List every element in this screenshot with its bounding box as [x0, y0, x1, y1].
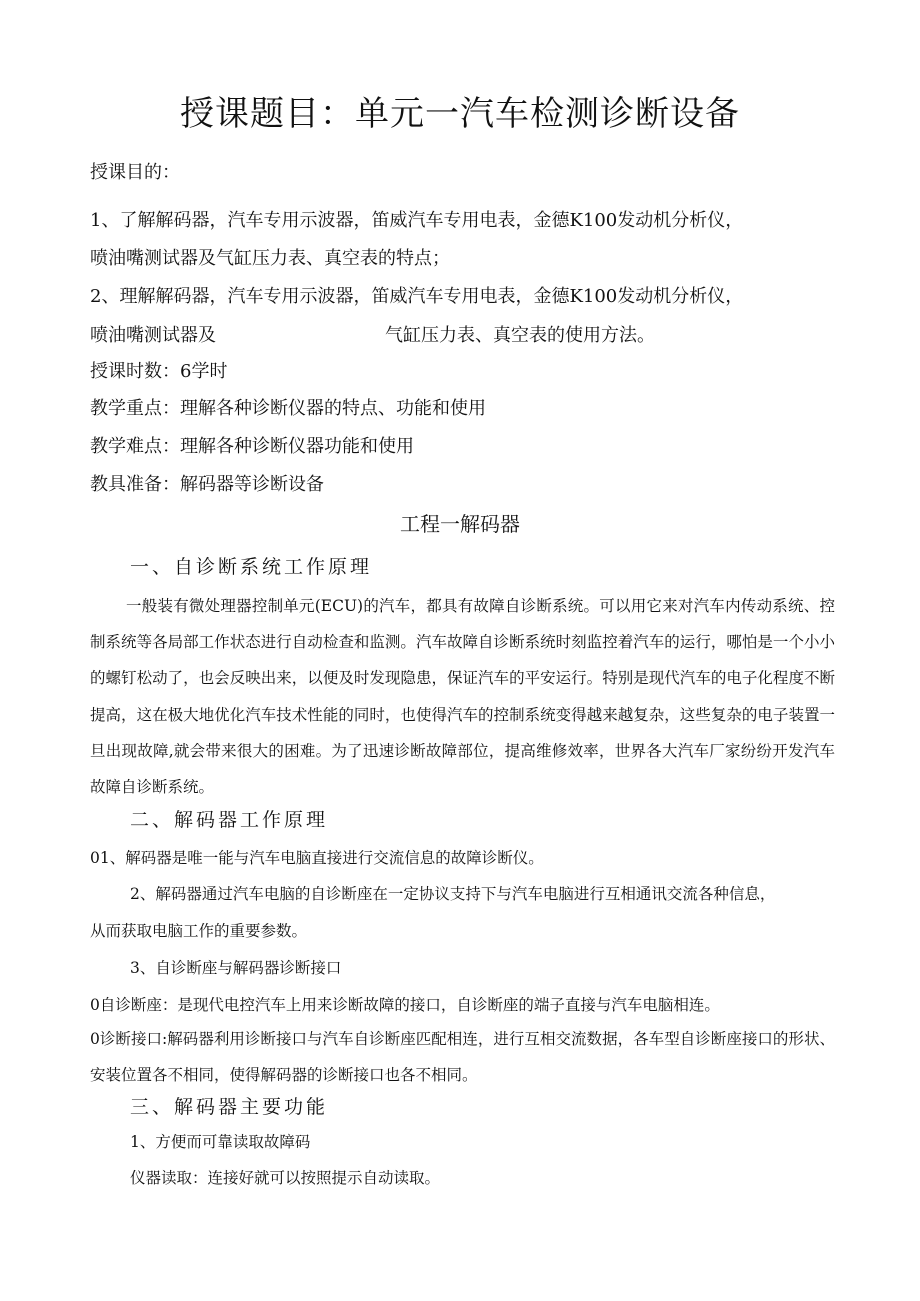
section-2-heading: 二、解码器工作原理	[130, 809, 329, 831]
section-1-heading: 一、自诊断系统工作原理	[130, 556, 373, 578]
section-2-item-3b: 0诊断接口:解码器利用诊断接口与汽车自诊断座匹配相连，进行互相交流数据，各车型自诊断座接口的形状、安装位置各不相同，使得解码器的诊断接口也各不相同。	[90, 1030, 835, 1084]
page-title: 授课题目：单元一汽车检测诊断设备	[180, 94, 740, 134]
objective-2-line-2a: 喷油嘴测试器及	[90, 325, 216, 346]
objective-2-line-1: 2、理解解码器，汽车专用示波器，笛威汽车专用电表，金德K100发动机分析仪，	[90, 286, 744, 307]
section-2-item-2-line-1: 2、解码器通过汽车电脑的自诊断座在一定协议支持下与汽车电脑进行互相通讯交流各种信息，	[130, 885, 776, 903]
teaching-tools: 教具准备：解码器等诊断设备	[90, 474, 324, 495]
section-3-item-1: 1、方便而可靠读取故障码	[130, 1133, 311, 1151]
objective-1-line-2: 喷油嘴测试器及气缸压力表、真空表的特点；	[90, 248, 450, 269]
section-2-item-1: 01、解码器是唯一能与汽车电脑直接进行交流信息的故障诊断仪。	[90, 849, 544, 867]
key-points: 教学重点：理解各种诊断仪器的特点、功能和使用	[90, 398, 486, 419]
objective-2-line-2b: 气缸压力表、真空表的使用方法。	[385, 325, 655, 346]
objective-1-line-1: 1、了解解码器，汽车专用示波器，笛威汽车专用电表，金德K100发动机分析仪，	[90, 210, 744, 231]
section-2-item-2-line-2: 从而获取电脑工作的重要参数。	[90, 922, 308, 940]
section-3-heading: 三、解码器主要功能	[130, 1096, 329, 1118]
section-1-paragraph: 一般装有微处理器控制单元(ECU)的汽车，都具有故障自诊断系统。可以用它来对汽车内传动系统、控制系统等各局部工作状态进行自动检查和监测。汽车故障自诊断系统时刻监控着汽车的运行，哪怕是一个小小的螺钉松动了，也会反映出来，以便及时发现隐患，保证汽车的平安运行。特别是现代汽车的电子化程度不断提高，这在极大地优化汽车技术性能的同时，也使得汽车的控制系统变得越来越复杂，这些复杂的电子装置一旦出现故障,就会带来很大的困难。为了迅速诊断故障部位，提高维修效率，世界各大汽车厂家纷纷开发汽车故障自诊断系统。	[90, 597, 835, 797]
section-2-item-3: 3、自诊断座与解码器诊断接口	[130, 959, 342, 977]
difficulties: 教学难点：理解各种诊断仪器功能和使用	[90, 436, 414, 457]
teaching-hours: 授课时数：6学时	[90, 361, 228, 382]
section-2-item-3a: 0自诊断座：是现代电控汽车上用来诊断故障的接口，自诊断座的端子直接与汽车电脑相连。	[90, 996, 720, 1014]
project-title: 工程一解码器	[400, 512, 520, 536]
objectives-label: 授课目的：	[90, 162, 180, 183]
section-3-item-1-detail: 仪器读取：连接好就可以按照提示自动读取。	[130, 1169, 441, 1187]
